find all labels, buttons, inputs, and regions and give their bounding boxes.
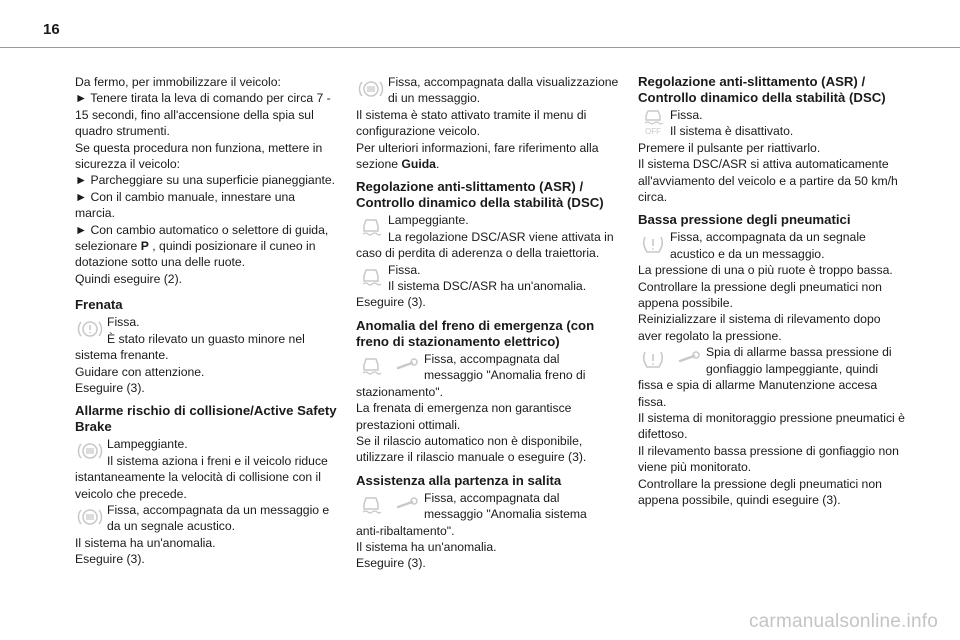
- asr-off-heading: Regolazione anti-slittamento (ASR) / Controllo dinamico della stabilità (DSC): [638, 74, 886, 105]
- column-2: [356, 74, 620, 572]
- header-rule: [0, 47, 960, 48]
- frenata-body: sistema frenante. Guidare con attenzione. Eseguire (3).: [75, 348, 205, 395]
- asr-heading: Regolazione anti-slittamento (ASR) / Controllo dinamico della stabilità (DSC): [356, 179, 604, 211]
- column-1: [75, 74, 337, 568]
- allarme-indicator-1: Lampeggiante. Il sistema aziona i freni e il veicolo riduce: [75, 436, 337, 469]
- skidding-car-wrench-icon: [356, 351, 422, 381]
- asr-off-indicator: OFF Fissa. Il sistema è disattivato.: [638, 107, 906, 140]
- asr-off-body: Premere il pulsante per riattivarlo. Il sistema DSC/ASR si attiva automaticamente all'avviamento del veicolo e a partire da 50 km/h circa.: [638, 140, 898, 205]
- asr-body-1: caso di perdita di aderenza o della traiettoria.: [356, 246, 600, 261]
- park-brake-heading: Anomalia del freno di emergenza (con freno di stazionamento elettrico): [356, 317, 595, 349]
- asr-indicator-1: Lampeggiante. La regolazione DSC/ASR viene attivata in: [356, 212, 620, 245]
- collision-system-icon: [356, 74, 386, 104]
- column-3: [638, 74, 906, 508]
- collision-alert-icon: [75, 436, 105, 466]
- config-indicator: Fissa, accompagnata dalla visualizzazione di un messaggio.: [356, 74, 620, 107]
- hill-assist-heading: Assistenza alla partenza in salita: [356, 472, 562, 488]
- off-label: OFF: [645, 127, 661, 136]
- tyre-indicator-2: Spia di allarme bassa pressione di gonfiaggio lampeggiante, quindi: [638, 344, 906, 377]
- brake-warning-icon: [75, 314, 105, 344]
- skidding-car-off-icon: [638, 107, 668, 137]
- allarme-indicator-2: Fissa, accompagnata da un messaggio e da un segnale acustico.: [75, 502, 337, 535]
- config-body: Il sistema è stato attivato tramite il menu di configurazione veicolo. Per ulteriori informazioni, fare riferimento alla sezione Guida.: [356, 107, 599, 172]
- tyre-body-1: La pressione di una o più ruote è troppo bassa. Controllare la pressione degli pneumatici non appena possibile. Reinizializzare il sistema di rilevamento dopo aver regolato la pressione.: [638, 263, 893, 343]
- allarme-body-2: Il sistema ha un'anomalia. Eseguire (3).: [75, 535, 216, 567]
- skidding-car-icon: [356, 212, 386, 242]
- tyre-pressure-icon: [638, 229, 668, 259]
- tyre-indicator-1: Fissa, accompagnata da un segnale acustico e da un messaggio.: [638, 229, 906, 262]
- park-brake-indicator: Fissa, accompagnata dal messaggio "Anomalia freno di: [356, 351, 620, 384]
- intro-text: Da fermo, per immobilizzare il veicolo: ► Tenere tirata la leva di comando per circa 7 - 15 secondi, fino all'accensione della spia sul quadro strumenti. Se questa procedura non funziona, mettere in sicurezza il veicolo: ► Parcheggiare su una superficie pianeggiante. ► Con il cambio manuale, innestare una marcia. ► Con cambio automatico o selettore di guida, selezionare P , quindi posizionare il cuneo in dotazione sotto una delle ruote. Quindi eseguire (2).: [75, 75, 336, 286]
- asr-body-2: Eseguire (3).: [356, 295, 426, 310]
- skidding-car-icon: [356, 262, 386, 292]
- park-brake-body: stazionamento". La frenata di emergenza non garantisce prestazioni ottimali. Se il rilascio automatico non è disponibile, utilizzare il rilascio manuale o eseguire (3).: [356, 384, 587, 465]
- watermark: carmanualsonline.info: [748, 611, 938, 632]
- page-number: 16: [43, 21, 60, 38]
- allarme-heading: Allarme rischio di collisione/Active Safety Brake: [75, 403, 337, 435]
- frenata-indicator: Fissa. È stato rilevato un guasto minore nel: [75, 314, 337, 347]
- allarme-body-1: istantaneamente la velocità di collisione con il veicolo che precede.: [75, 470, 321, 501]
- hill-assist-body: anti-ribaltamento". Il sistema ha un'anomalia. Eseguire (3).: [356, 523, 497, 571]
- tyre-heading: Bassa pressione degli pneumatici: [638, 212, 851, 228]
- asr-indicator-2: Fissa. Il sistema DSC/ASR ha un'anomalia.: [356, 262, 620, 295]
- skidding-car-wrench-icon: [356, 490, 422, 520]
- frenata-heading: Frenata: [75, 297, 123, 313]
- tyre-body-2: fissa e spia di allarme Manutenzione accesa fissa. Il sistema di monitoraggio pressione pneumatici è difettoso. Il rilevamento bassa pressione di gonfiaggio non viene più monitorato. Controllare la pressione degli pneumatici non appena possibile, quindi eseguire (3).: [638, 378, 905, 507]
- collision-fault-icon: [75, 502, 105, 532]
- hill-assist-indicator: Fissa, accompagnata dal messaggio "Anomalia sistema: [356, 490, 620, 523]
- tyre-pressure-wrench-icon: [638, 344, 704, 374]
